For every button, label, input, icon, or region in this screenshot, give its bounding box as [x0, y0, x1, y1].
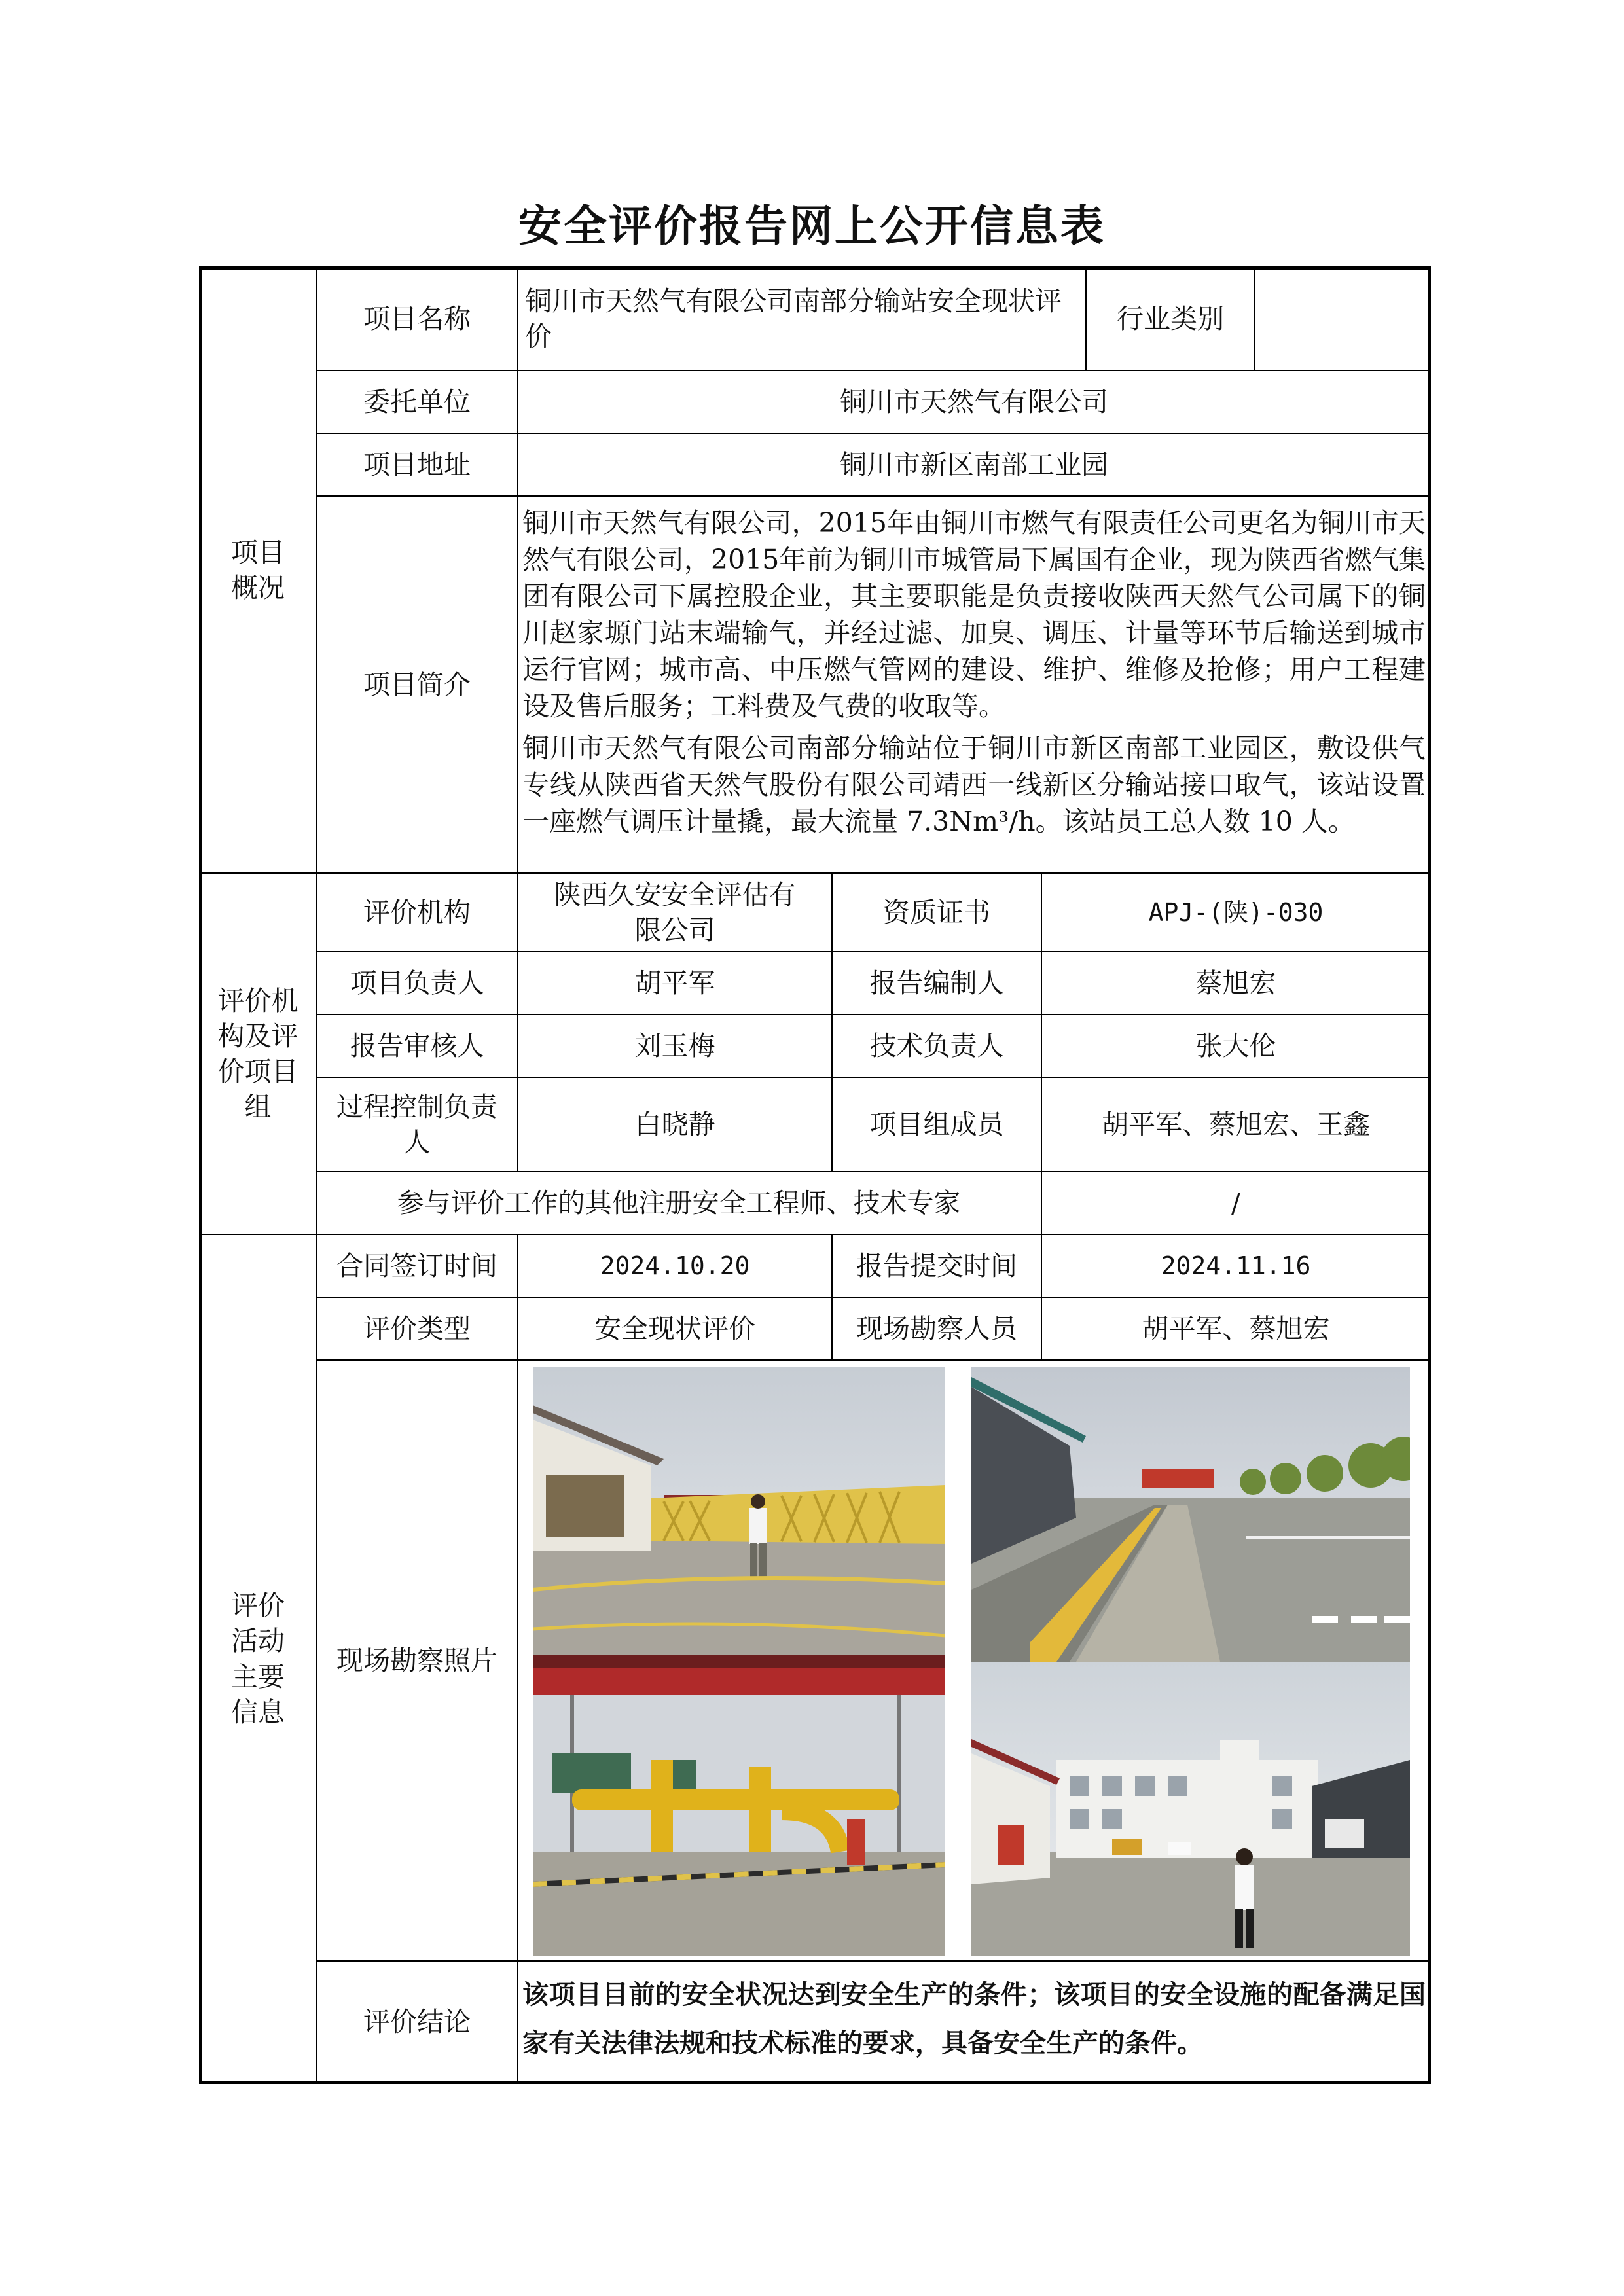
tech-value: 张大伦 [1041, 1014, 1431, 1078]
reviewer-value: 刘玉梅 [517, 1014, 833, 1078]
contract-label: 合同签订时间 [316, 1234, 518, 1298]
survey-label: 现场勘察人员 [831, 1297, 1042, 1361]
writer-label: 报告编制人 [831, 951, 1042, 1015]
site-photo-courtyard [971, 1662, 1410, 1956]
intro-label: 项目简介 [316, 495, 518, 874]
industry-label: 行业类别 [1085, 266, 1255, 371]
contract-value: 2024.10.20 [517, 1234, 833, 1298]
org-value: 陕西久安安全评估有限公司 [517, 872, 833, 952]
photos-label: 现场勘察照片 [316, 1359, 518, 1962]
members-label: 项目组成员 [831, 1077, 1042, 1172]
site-photo-pipeline [533, 1655, 945, 1956]
type-label: 评价类型 [316, 1297, 518, 1361]
site-photo-road [971, 1367, 1410, 1662]
writer-value: 蔡旭宏 [1041, 951, 1431, 1015]
others-label: 参与评价工作的其他注册安全工程师、技术专家 [316, 1171, 1042, 1235]
client-value: 铜川市天然气有限公司 [517, 370, 1431, 434]
project-name-value: 铜川市天然气有限公司南部分输站安全现状评价 [517, 266, 1087, 371]
section-activity-label: 评价活动主要信息 [199, 1234, 317, 2084]
survey-value: 胡平军、蔡旭宏 [1041, 1297, 1431, 1361]
site-photo-gate [533, 1367, 945, 1655]
type-value: 安全现状评价 [517, 1297, 833, 1361]
conclusion-value: 该项目目前的安全状况达到安全生产的条件；该项目的安全设施的配备满足国家有关法律法规和技术标准的要求，具备安全生产的条件。 [517, 1960, 1431, 2084]
process-label: 过程控制负责人 [316, 1077, 518, 1172]
members-value: 胡平军、蔡旭宏、王鑫 [1041, 1077, 1431, 1172]
client-label: 委托单位 [316, 370, 518, 434]
section-team-label: 评价机构及评价项目组 [199, 872, 317, 1235]
section-overview-label: 项目概况 [199, 266, 317, 874]
submit-label: 报告提交时间 [831, 1234, 1042, 1298]
tech-label: 技术负责人 [831, 1014, 1042, 1078]
others-value: / [1041, 1171, 1431, 1235]
leader-label: 项目负责人 [316, 951, 518, 1015]
leader-value: 胡平军 [517, 951, 833, 1015]
page-title: 安全评价报告网上公开信息表 [518, 201, 1106, 251]
industry-value [1254, 266, 1431, 371]
address-label: 项目地址 [316, 433, 518, 497]
cert-value: APJ-(陕)-030 [1041, 872, 1431, 952]
intro-paragraph-1: 铜川市天然气有限公司，2015年由铜川市燃气有限责任公司更名为铜川市天然气有限公司，2015年前为铜川市城管局下属国有企业，现为陕西省燃气集团有限公司下属控股企业，其主要职能是负责接收陕西天然气公司属下的铜川赵家塬门站末端输气，并经过滤、加臭、调压、计量等环节后输送到城市运行官网；城市高、中压燃气管网的建设、维护、维修及抢修；用户工程建设及售后服务；工料费及气费的收取等。 [522, 507, 1426, 722]
project-name-label: 项目名称 [316, 266, 518, 371]
reviewer-label: 报告审核人 [316, 1014, 518, 1078]
org-label: 评价机构 [316, 872, 518, 952]
intro-text [517, 495, 1431, 874]
address-value: 铜川市新区南部工业园 [517, 433, 1431, 497]
submit-value: 2024.11.16 [1041, 1234, 1431, 1298]
photos-cell [517, 1359, 1431, 1962]
cert-label: 资质证书 [831, 872, 1042, 952]
process-value: 白晓静 [517, 1077, 833, 1172]
intro-paragraph-2: 铜川市天然气有限公司南部分输站位于铜川市新区南部工业园区，敷设供气专线从陕西省天然气股份有限公司靖西一线新区分输站接口取气，该站设置一座燃气调压计量撬，最大流量 7.3Nm³/h。该站员工总人数 10 人。 [522, 732, 1426, 837]
conclusion-label: 评价结论 [316, 1960, 518, 2084]
